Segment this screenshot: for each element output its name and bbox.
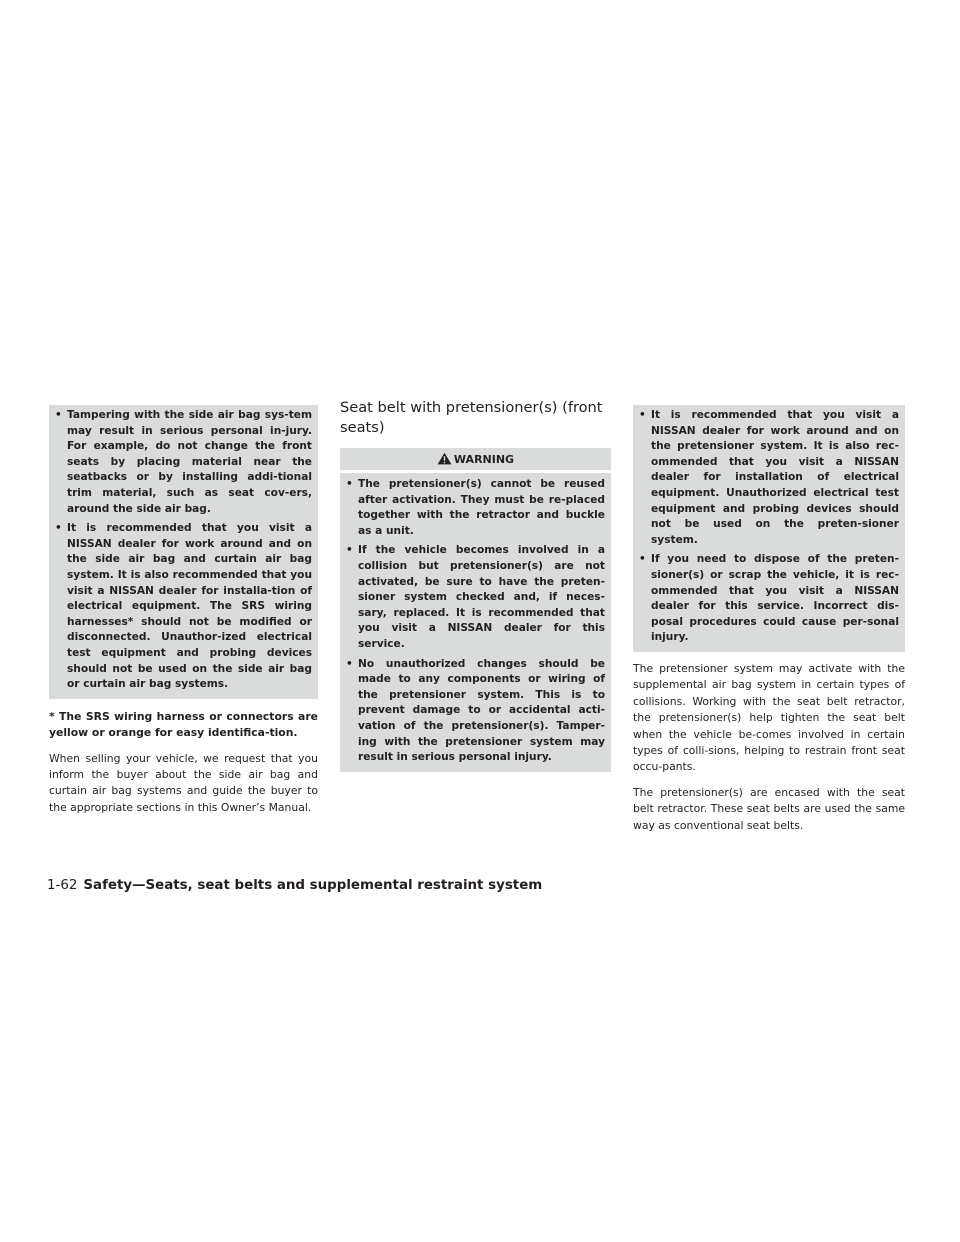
warning-box-continued (633, 405, 905, 652)
warning-item: • The pretensioner(s) cannot be reused after activation. They must be re-placed together with the retractor and buckle as a unit. (346, 477, 605, 539)
body-paragraph: When selling your vehicle, we request that you inform the buyer about the side air bag and curtain air bag systems and guide the buyer to the appropriate sections in this Owner’s Manual. (49, 751, 318, 814)
caution-item: • Tampering with the side air bag sys-tem may result in serious personal in-jury. For example, do not change the front seats by placing material near the seatbacks or by installing addi-tional trim material, such as seat cov-ers, around the side air bag. (55, 408, 312, 517)
warning-item: • If the vehicle becomes involved in a collision but pretensioner(s) are not activated, be sure to have the preten-sioner system checked and, if neces-sary, replaced. It is recommended that you visit a NISSAN dealer for this service. (346, 543, 605, 652)
caution-item: • It is recommended that you visit a NISSAN dealer for work around and on the side air bag and curtain air bag system. It is also recommended that you visit a NISSAN dealer for installa-tion of electrical equipment. The SRS wiring harnesses* should not be modified or disconnected. Unauthor-ized electrical test equipment and probing devices should not be used on the side air bag or curtain air bag systems. (55, 521, 312, 693)
body-paragraph: The pretensioner(s) are encased with the seat belt retractor. These seat belts are used the same way as conventional seat belts. (633, 785, 905, 832)
warning-icon (437, 452, 452, 465)
page-footer (47, 877, 542, 895)
warning-item: • It is recommended that you visit a NISSAN dealer for work around and on the pretensioner system. It is also rec-ommended that you visit a NISSAN dealer for installation of electrical equipment. Unauthorized electrical test equipment and probing devices should not be used on the preten-sioner system. (639, 408, 899, 548)
column-left (49, 405, 318, 816)
warning-box (340, 473, 611, 772)
warning-item: • No unauthorized changes should be made to any components or wiring of the pretensioner system. This is to prevent damage to or accidental acti-vation of the pretensioner(s). Tamper-ing with the pretensioner system may result in serious personal injury. (346, 657, 605, 766)
section-heading: Seat belt with pretensioner(s) (front seats) (340, 399, 603, 436)
page-number: 1-62 (47, 878, 78, 893)
column-right (633, 405, 905, 834)
warning-list (346, 477, 605, 766)
caution-box (49, 405, 318, 699)
caution-list (55, 408, 312, 693)
srs-harness-note: * The SRS wiring harness or connectors are yellow or orange for easy identifica-tion. (49, 709, 318, 740)
warning-list (639, 408, 899, 646)
column-middle (340, 399, 611, 772)
body-paragraph: The pretensioner system may activate with the supplemental air bag system in certain types of collisions. Working with the seat belt retractor, the pretensioner(s) help tighten the seat belt when the vehicle be-comes involved in certain types of colli-sions, helping to restrain front seat occu-pants. (633, 661, 905, 774)
warning-item: • If you need to dispose of the preten-sioner(s) or scrap the vehicle, it is rec-ommended that you visit a NISSAN dealer for this service. Incorrect dis-posal procedures could cause per-sonal injury. (639, 552, 899, 646)
warning-label: WARNING (453, 453, 515, 466)
warning-header (340, 448, 611, 473)
section-title: Safety—Seats, seat belts and supplemental restraint system (83, 878, 543, 893)
